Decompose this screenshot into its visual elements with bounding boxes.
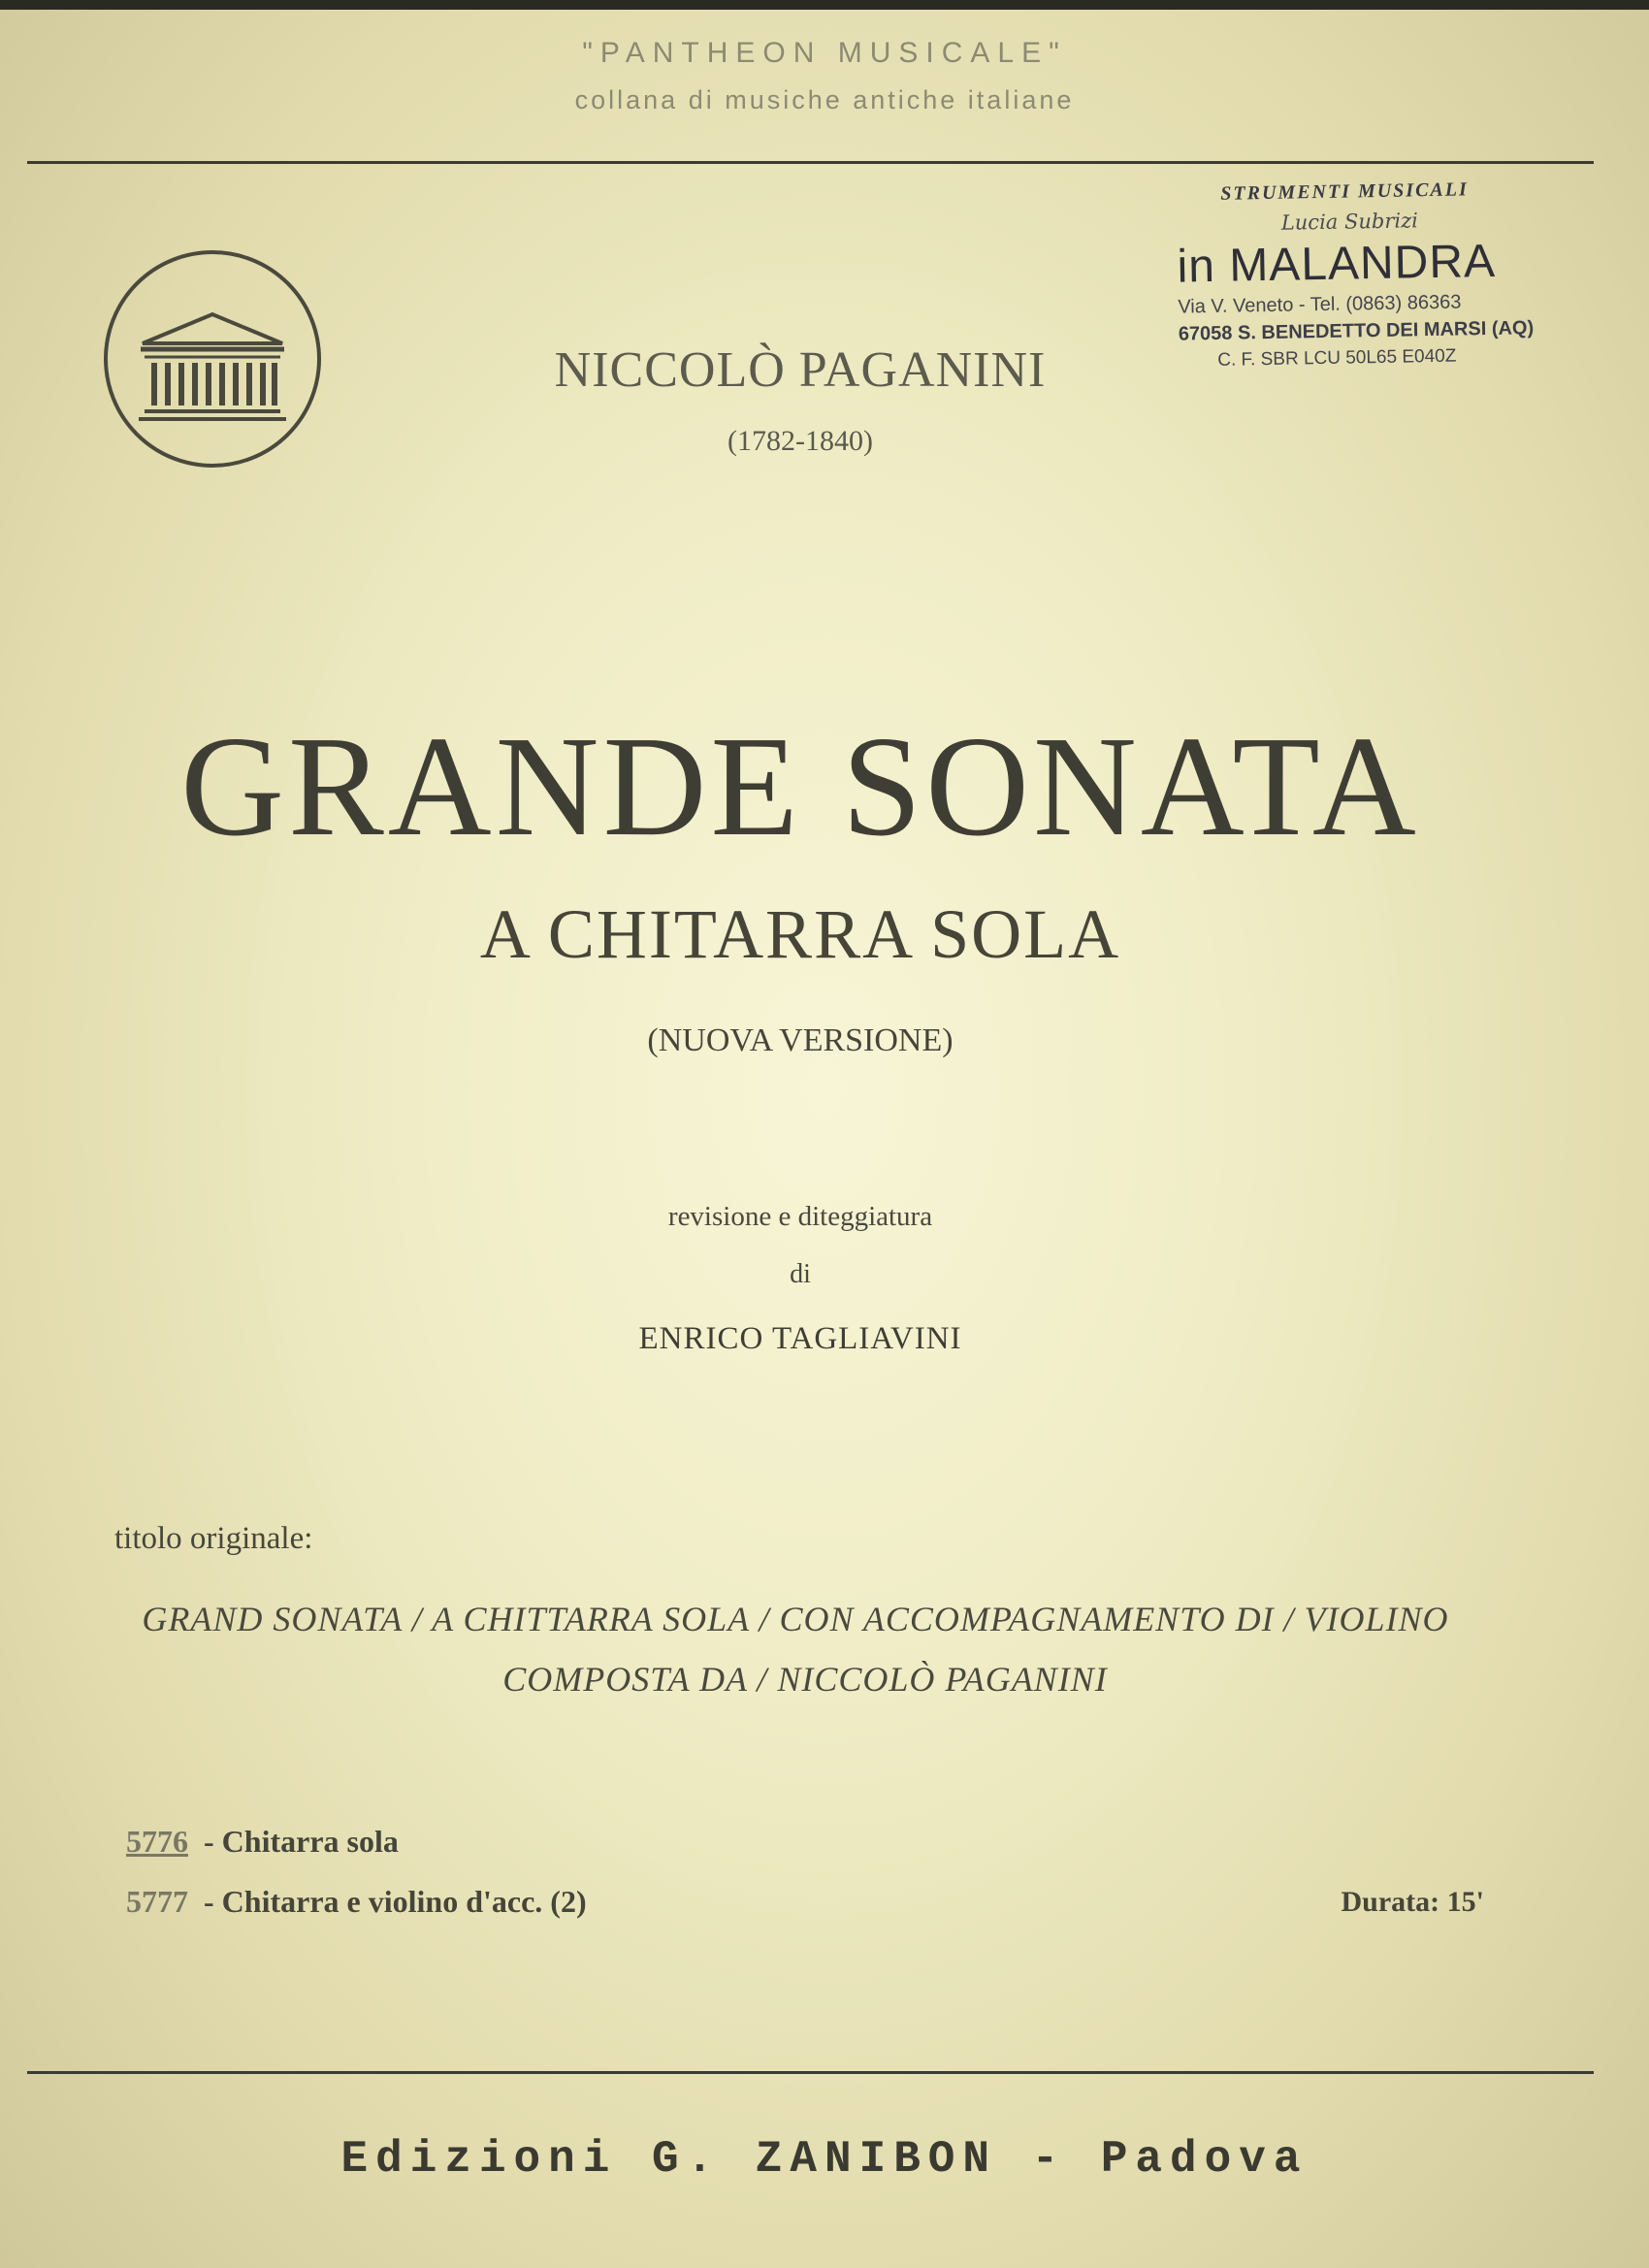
stamp-line-1: STRUMENTI MUSICALI: [1220, 178, 1469, 205]
stamp-line-3: in MALANDRA: [1177, 235, 1497, 293]
top-divider: [27, 161, 1594, 164]
series-subtitle: collana di musiche antiche italiane: [574, 85, 1075, 114]
series-name: "PANTHEON MUSICALE": [582, 37, 1067, 69]
page-top-edge: [0, 0, 1649, 10]
series-header: [0, 37, 1649, 115]
composer-name: NICCOLÒ PAGANINI: [554, 342, 1047, 398]
work-version: (NUOVA VERSIONE): [647, 1022, 954, 1058]
original-title-label: titolo originale:: [114, 1521, 313, 1556]
revision-by: di: [790, 1259, 811, 1289]
edition-number: 5776: [126, 1824, 188, 1859]
edition-label: - Chitarra e violino d'acc. (2): [204, 1884, 587, 1919]
stamp-line-4: Via V. Veneto - Tel. (0863) 86363: [1178, 291, 1462, 318]
bottom-divider: [27, 2071, 1594, 2074]
composer-dates: (1782-1840): [728, 425, 873, 457]
original-title-line-1: GRAND SONATA / A CHITTARRA SOLA / CON ACCOMPAGNAMENTO DI / VIOLINO: [142, 1600, 1449, 1638]
stamp-line-5: 67058 S. BENEDETTO DEI MARSI (AQ): [1178, 317, 1535, 345]
editor-name: ENRICO TAGLIAVINI: [638, 1321, 962, 1356]
stamp-line-2: Lucia Subrizi: [1280, 209, 1419, 235]
duration: Durata: 15': [1341, 1886, 1484, 1918]
edition-label: - Chitarra sola: [204, 1824, 399, 1859]
revision-line: revisione e diteggiatura: [667, 1201, 933, 1232]
edition-number: 5777: [126, 1884, 188, 1919]
edition-entry: [126, 1884, 587, 1920]
original-title-line-2: COMPOSTA DA / NICCOLÒ PAGANINI: [502, 1660, 1108, 1699]
stamp-line-6: C. F. SBR LCU 50L65 E040Z: [1217, 345, 1457, 371]
publisher-imprint: Edizioni G. ZANIBON - Padova: [340, 2134, 1309, 2185]
work-title: GRANDE SONATA: [180, 707, 1420, 866]
work-subtitle: A CHITARRA SOLA: [479, 895, 1121, 973]
edition-entry: [126, 1824, 399, 1860]
